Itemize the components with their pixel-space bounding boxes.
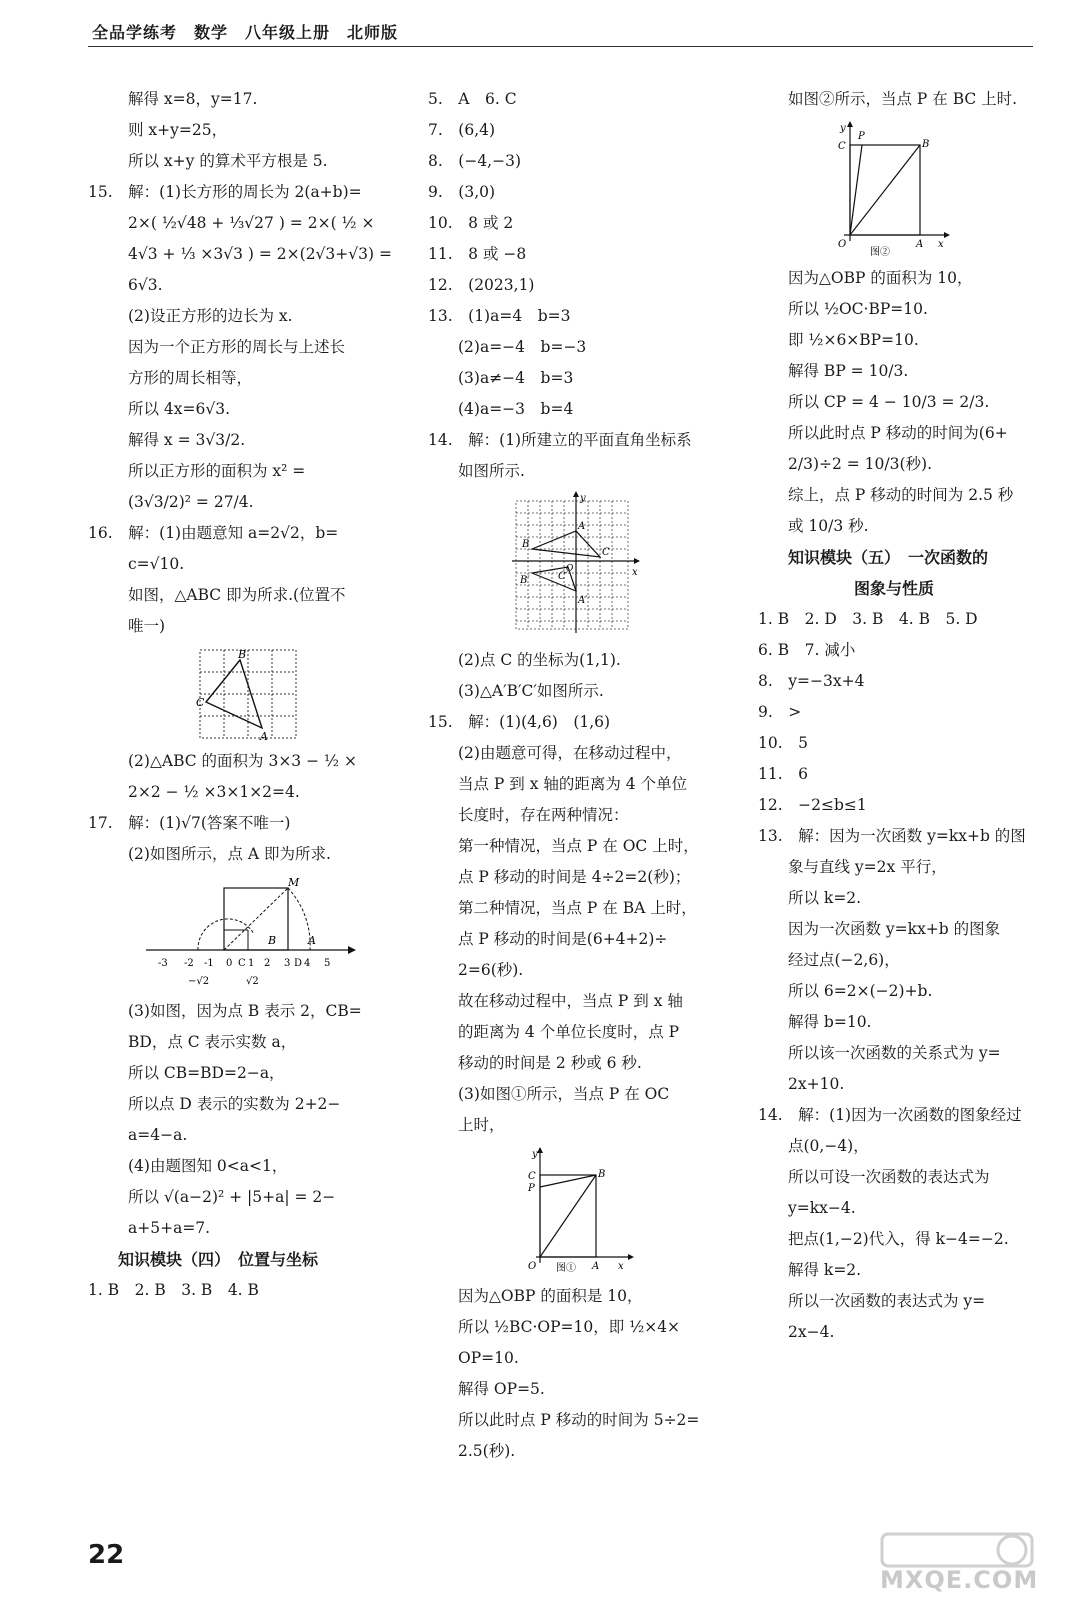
column-2 xyxy=(428,84,743,1467)
answers-line: 1. B 2. D 3. B 4. B 5. D xyxy=(758,610,978,628)
tick-3: 3 xyxy=(284,958,291,969)
text-line: (2)点 C 的坐标为(1,1). xyxy=(458,651,621,669)
label-c: C xyxy=(196,696,205,709)
tick-minus-1: -1 xyxy=(204,958,214,969)
text-line: a+5+a=7. xyxy=(128,1219,211,1237)
text-line: 点 P 移动的时间是 4÷2=2(秒)； xyxy=(458,868,691,886)
tick-1: 1 xyxy=(248,958,255,969)
text-line: 所以此时点 P 移动的时间为(6+ xyxy=(788,424,1008,442)
tick-5: 5 xyxy=(324,958,331,969)
text-line: 所以该一次函数的关系式为 y= xyxy=(788,1044,1001,1062)
label-c-prime: C′ xyxy=(558,571,568,582)
column-3 xyxy=(758,84,1058,1348)
text-line: BD，点 C 表示实数 a， xyxy=(128,1033,297,1051)
text-line: 2=6(秒). xyxy=(458,961,524,979)
figure-1 xyxy=(428,1145,728,1277)
page-number: 22 xyxy=(88,1540,125,1570)
text-line: 9. (3,0) xyxy=(428,183,496,201)
text-line: 则 x+y=25， xyxy=(128,121,228,139)
text-line: 8. y=−3x+4 xyxy=(758,672,865,690)
text-line: 所以一次函数的表达式为 y= xyxy=(788,1292,986,1310)
text-line: 2×2 − ½ ×3×1×2=4. xyxy=(128,783,300,801)
label-a: A xyxy=(308,934,316,947)
text-line: 因为△OBP 的面积为 10， xyxy=(788,269,973,287)
label-b: B xyxy=(522,539,530,550)
question-16: 16. 解：(1)由题意知 a=2√2，b= xyxy=(88,524,339,542)
text-line: 4√3 + ⅓ ×3√3 ) = 2×(2√3+√3) = xyxy=(128,245,392,263)
label-o: O xyxy=(528,1261,537,1272)
text-line: 点 P 移动的时间是(6+4+2)÷ xyxy=(458,930,668,948)
text-line: 综上，点 P 移动的时间为 2.5 秒 xyxy=(788,486,1014,504)
label-x: x xyxy=(938,239,944,250)
text-line: 解得 x = 3√3/2. xyxy=(128,431,246,449)
text-line: 2×( ½√48 + ⅓√27 ) = 2×( ½ × xyxy=(128,214,375,232)
text-line: 2x−4. xyxy=(788,1323,835,1341)
text-line: 10. 8 或 2 xyxy=(428,214,514,232)
text-line: 解得 BP = 10/3. xyxy=(788,362,909,380)
text-line: 11. 8 或 −8 xyxy=(428,245,527,263)
label-a-prime: A′ xyxy=(578,595,588,606)
text-line: 10. 5 xyxy=(758,734,809,752)
label-o: O xyxy=(566,564,574,574)
section-title-5: 知识模块（五） 一次函数的 xyxy=(788,548,989,567)
text-line: OP=10. xyxy=(458,1349,519,1367)
section-title-5-cont: 图象与性质 xyxy=(854,579,935,598)
text-line: 所以点 D 表示的实数为 2+2− xyxy=(128,1095,341,1113)
text-line: 所以 k=2. xyxy=(788,889,862,907)
text-line: (3)如图①所示，当点 P 在 OC xyxy=(458,1085,670,1103)
text-line: 所以 CP = 4 − 10/3 = 2/3. xyxy=(788,393,990,411)
header-rule xyxy=(88,46,1033,47)
tick-minus-2: -2 xyxy=(184,958,194,969)
text-line: 第一种情况，当点 P 在 OC 上时， xyxy=(458,837,699,855)
label-b: B xyxy=(238,648,247,661)
text-line: 所以 4x=6√3. xyxy=(128,400,231,418)
text-line: 长度时，存在两种情况： xyxy=(458,806,629,824)
answers-line: 1. B 2. B 3. B 4. B xyxy=(88,1281,259,1299)
page-header: 全品学练考 数学 八年级上册 北师版 xyxy=(92,23,399,42)
text-line: 经过点(−2,6)， xyxy=(788,951,900,969)
text-line: 13. (1)a=4 b=3 xyxy=(428,307,571,325)
question-14b: 14. 解：(1)因为一次函数的图象经过 xyxy=(758,1106,1022,1124)
figure-2-caption: 图② xyxy=(870,247,890,258)
label-p: P xyxy=(528,1183,535,1194)
text-line: 7. (6,4) xyxy=(428,121,496,139)
text-line: 6√3. xyxy=(128,276,163,294)
question-14: 14. 解：(1)所建立的平面直角坐标系 xyxy=(428,431,692,449)
text-line: (3√3/2)² = 27/4. xyxy=(128,493,254,511)
label-a: A xyxy=(578,521,586,532)
text-line: (3)如图，因为点 B 表示 2，CB= xyxy=(128,1002,362,1020)
text-line: 2x+10. xyxy=(788,1075,845,1093)
text-line: 因为一个正方形的周长与上述长 xyxy=(128,338,346,356)
text-line: 5. A 6. C xyxy=(428,90,517,108)
text-line: 上时， xyxy=(458,1116,505,1134)
coordinate-grid-figure xyxy=(428,491,728,641)
text-line: (2)a=−4 b=−3 xyxy=(458,338,587,356)
text-line: 所以 CB=BD=2−a， xyxy=(128,1064,285,1082)
text-line: 所以此时点 P 移动的时间为 5÷2= xyxy=(458,1411,700,1429)
label-b-prime: B′ xyxy=(520,575,530,586)
text-line: 或 10/3 秒. xyxy=(788,517,869,535)
text-line: 所以 √(a−2)² + |5+a| = 2− xyxy=(128,1188,336,1206)
question-15b: 15. 解：(1)(4,6) (1,6) xyxy=(428,713,611,731)
text-line: 即 ½×6×BP=10. xyxy=(788,331,919,349)
text-line: 所以正方形的面积为 x² = xyxy=(128,462,306,480)
label-c: C xyxy=(528,1171,536,1182)
text-line: a=4−a. xyxy=(128,1126,188,1144)
label-a: A xyxy=(260,730,268,742)
text-line: 把点(1,−2)代入，得 k−4=−2. xyxy=(788,1230,1009,1248)
text-line: (2)由题意可得，在移动过程中， xyxy=(458,744,682,762)
label-a: A xyxy=(916,239,924,250)
label-c: C xyxy=(602,547,610,558)
figure-1-caption: 图① xyxy=(556,1263,576,1274)
text-line: (2)△ABC 的面积为 3×3 − ½ × xyxy=(128,752,357,770)
text-line: 唯一) xyxy=(128,617,166,635)
text-line: 解得 x=8，y=17. xyxy=(128,90,258,108)
text-line: 如图②所示，当点 P 在 BC 上时. xyxy=(788,90,1018,108)
text-line: 故在移动过程中，当点 P 到 x 轴 xyxy=(458,992,683,1010)
text-line: 因为△OBP 的面积是 10， xyxy=(458,1287,643,1305)
text-line: (4)a=−3 b=4 xyxy=(458,400,574,418)
label-c: C xyxy=(838,141,846,152)
text-line: 11. 6 xyxy=(758,765,809,783)
text-line: 2/3)÷2 = 10/3(秒). xyxy=(788,455,933,473)
text-line: 当点 P 到 x 轴的距离为 4 个单位 xyxy=(458,775,688,793)
text-line: 解得 b=10. xyxy=(788,1013,872,1031)
question-13: 13. 解：因为一次函数 y=kx+b 的图 xyxy=(758,827,1026,845)
label-y: y xyxy=(840,123,846,134)
text-line: 因为一次函数 y=kx+b 的图象 xyxy=(788,920,1001,938)
label-m: M xyxy=(288,876,300,889)
column-1 xyxy=(88,84,406,1306)
text-line: (2)设正方形的边长为 x. xyxy=(128,307,293,325)
question-15: 15. 解：(1)长方形的周长为 2(a+b)= xyxy=(88,183,362,201)
label-y: y xyxy=(580,493,586,504)
figure-2 xyxy=(758,119,1048,259)
text-line: 2.5(秒). xyxy=(458,1442,516,1460)
text-line: y=kx−4. xyxy=(788,1199,856,1217)
text-line: c=√10. xyxy=(128,555,185,573)
question-17: 17. 解：(1)√7(答案不唯一) xyxy=(88,814,291,832)
label-p: P xyxy=(858,131,865,142)
label-sqrt2: √2 xyxy=(246,976,259,987)
text-line: 所以 ½BC·OP=10，即 ½×4× xyxy=(458,1318,681,1336)
watermark-text: MXQE.COM xyxy=(880,1566,1039,1594)
label-x: x xyxy=(632,567,638,578)
text-line: 12. (2023,1) xyxy=(428,276,535,294)
text-line: 移动的时间是 2 秒或 6 秒. xyxy=(458,1054,642,1072)
tick-2: 2 xyxy=(264,958,271,969)
text-line: 所以可设一次函数的表达式为 xyxy=(788,1168,990,1186)
text-line: 解得 k=2. xyxy=(788,1261,862,1279)
text-line: 所以 6=2×(−2)+b. xyxy=(788,982,933,1000)
text-line: 8. (−4,−3) xyxy=(428,152,522,170)
text-line: 点(0,−4)， xyxy=(788,1137,869,1155)
text-line: 如图所示. xyxy=(458,462,525,480)
triangle-grid-figure xyxy=(88,646,388,742)
text-line: (4)由题图知 0<a<1， xyxy=(128,1157,288,1175)
text-line: 如图，△ABC 即为所求.(位置不 xyxy=(128,586,346,604)
label-neg-sqrt2: −√2 xyxy=(188,976,210,987)
label-a: A xyxy=(592,1261,600,1272)
text-line: 象与直线 y=2x 平行， xyxy=(788,858,947,876)
text-line: 所以 x+y 的算术平方根是 5. xyxy=(128,152,328,170)
text-line: (3)a≠−4 b=3 xyxy=(458,369,574,387)
label-b: B xyxy=(922,139,930,150)
label-y: y xyxy=(532,1149,538,1160)
label-d: D xyxy=(294,958,303,969)
answers-line: 6. B 7. 减小 xyxy=(758,641,856,659)
text-line: 的距离为 4 个单位长度时，点 P xyxy=(458,1023,680,1041)
label-b: B xyxy=(268,934,277,947)
text-line: (3)△A′B′C′如图所示. xyxy=(458,682,604,700)
label-b: B xyxy=(598,1169,606,1180)
label-c-point: C xyxy=(238,958,246,969)
text-line: 所以 ½OC·BP=10. xyxy=(788,300,928,318)
text-line: 方形的周长相等， xyxy=(128,369,253,387)
label-o: O xyxy=(838,239,847,250)
label-x: x xyxy=(618,1261,624,1272)
number-line-figure xyxy=(88,874,388,992)
text-line: (2)如图所示，点 A 即为所求. xyxy=(128,845,331,863)
text-line: 解得 OP=5. xyxy=(458,1380,545,1398)
tick-4: 4 xyxy=(304,958,311,969)
tick-minus-3: -3 xyxy=(158,958,168,969)
tick-0: 0 xyxy=(226,958,233,969)
text-line: 12. −2≤b≤1 xyxy=(758,796,867,814)
section-title-4: 知识模块（四） 位置与坐标 xyxy=(118,1250,319,1269)
text-line: 9. > xyxy=(758,703,802,721)
text-line: 第二种情况，当点 P 在 BA 上时， xyxy=(458,899,697,917)
